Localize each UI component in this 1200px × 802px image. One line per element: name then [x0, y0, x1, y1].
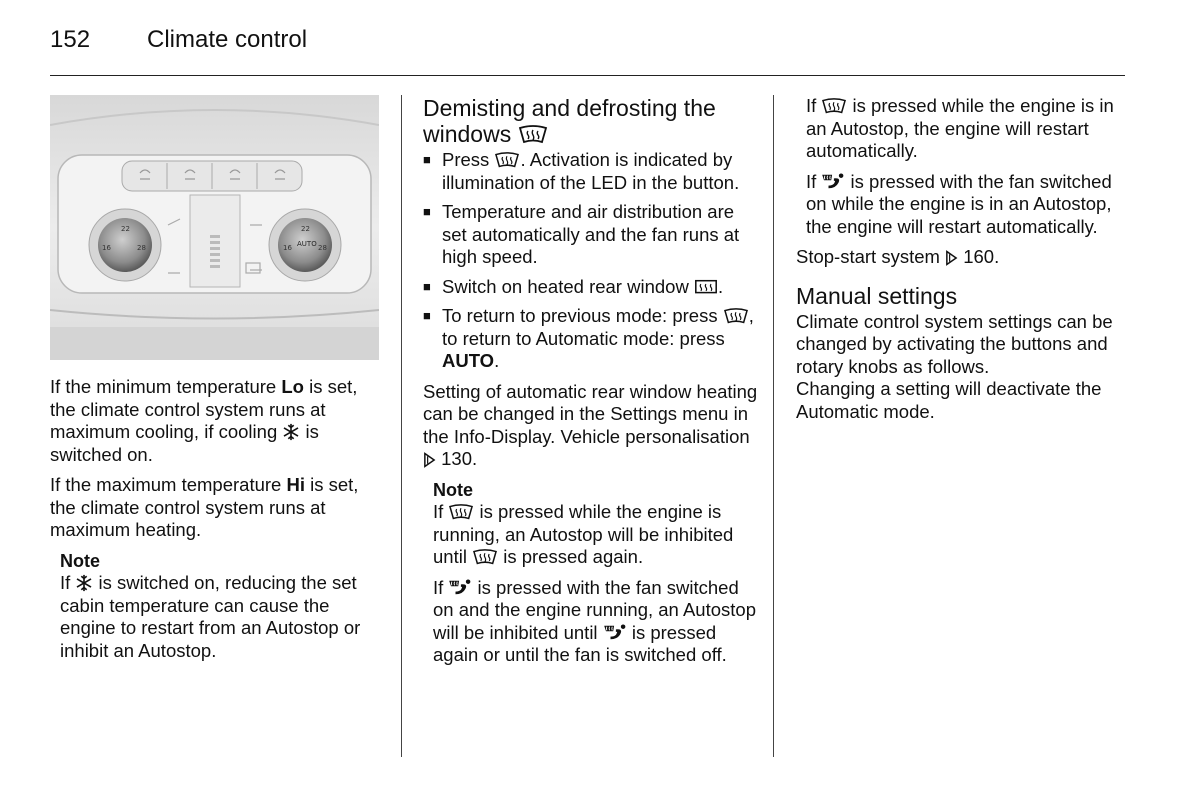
section-heading-manual-settings: Manual settings	[796, 282, 958, 309]
climate-control-panel-figure	[50, 95, 379, 360]
lo-label: Lo	[281, 376, 304, 397]
column-2	[423, 95, 758, 675]
windscreen-defrost-icon	[472, 549, 498, 566]
page-number: 152	[50, 26, 91, 53]
text: Press	[442, 149, 495, 170]
knob-left-high-label: 28	[137, 244, 146, 252]
page-reference-icon	[423, 452, 436, 468]
text: If	[60, 572, 76, 593]
auto-label: AUTO	[442, 350, 495, 371]
section-heading-demisting	[423, 95, 758, 147]
windscreen-defrost-icon	[518, 125, 548, 145]
note-text	[60, 572, 380, 662]
text: .	[472, 448, 478, 469]
text: , to return to Automatic mode: press	[442, 305, 754, 349]
windscreen-airflow-icon	[448, 579, 472, 597]
paragraph-manual-intro: Climate control system settings can be changed by activating the buttons and rotary knobs as follows.	[796, 310, 1113, 377]
knob-right-mid-label: 22	[301, 225, 310, 233]
knob-left-mid-label: 22	[121, 225, 130, 233]
text: If	[806, 170, 822, 192]
note-text	[433, 577, 758, 667]
text: If the minimum temperature	[50, 376, 282, 397]
column-1	[50, 95, 380, 670]
cooling-snowflake-icon	[75, 574, 93, 592]
text: is pressed with the fan switched on and the engine running, an Autostop will be inhibited until	[433, 576, 756, 643]
page-header	[50, 26, 1125, 74]
windscreen-defrost-icon	[723, 308, 749, 325]
note-block	[60, 550, 380, 663]
text: .	[494, 350, 500, 371]
section-title: Climate control	[147, 26, 308, 53]
note-heading: Note	[60, 550, 100, 571]
text: If the maximum temperature	[50, 474, 287, 495]
list-item	[423, 201, 758, 269]
text: is pressed with the fan switched on while the engine is in an Autostop, the engine will restart automatically.	[806, 170, 1112, 237]
page-reference: 160	[963, 246, 995, 267]
text: If	[433, 576, 449, 598]
paragraph-fan-restart	[806, 171, 1131, 239]
knob-right-high-label: 28	[318, 244, 327, 252]
knob-right-low-label: 16	[283, 244, 292, 252]
list-item	[423, 305, 758, 373]
text: is pressed while the engine is in an Autostop, the engine will restart automatically.	[806, 95, 1114, 161]
bullet-list	[423, 149, 758, 373]
windscreen-airflow-icon	[821, 173, 845, 191]
windscreen-defrost-icon	[448, 504, 474, 521]
page-reference: 130	[441, 448, 473, 469]
note-heading: Note	[433, 479, 473, 500]
text: Temperature and air distribution are set automatically and the fan runs at high speed.	[442, 201, 740, 267]
paragraph-autostop-restart	[806, 95, 1131, 163]
paragraph-stop-start	[796, 246, 1131, 269]
windscreen-airflow-icon	[603, 624, 627, 642]
text: is pressed again or until the fan is switched off.	[433, 621, 727, 665]
note-continuation	[806, 95, 1131, 238]
text: is switched on, reducing the set cabin temperature can cause the engine to restart from an Autostop or inhibit an Autostop.	[60, 572, 361, 661]
paragraph-rear-window-setting	[423, 381, 758, 471]
column-3	[796, 95, 1131, 431]
heading-text: Demisting and defrosting the windows	[423, 95, 716, 147]
note-block	[433, 479, 758, 667]
text: is pressed again.	[498, 546, 644, 567]
windscreen-defrost-icon	[494, 152, 520, 169]
header-divider	[50, 75, 1125, 76]
list-item	[423, 149, 758, 194]
knob-left-low-label: 16	[102, 244, 111, 252]
rear-window-heating-icon	[694, 279, 718, 296]
text: To return to previous mode: press	[442, 305, 723, 326]
windscreen-defrost-icon	[821, 98, 847, 115]
page-reference-icon	[945, 250, 958, 266]
hi-label: Hi	[286, 474, 305, 495]
paragraph-hi	[50, 474, 380, 542]
column-divider-1	[401, 95, 402, 757]
auto-button-label: AUTO	[297, 240, 317, 248]
text: If	[433, 501, 449, 522]
column-divider-2	[773, 95, 774, 757]
paragraph-lo	[50, 376, 380, 466]
text: Stop-start system	[796, 246, 946, 267]
text: is pressed while the engine is running, an Autostop will be inhibited until	[433, 501, 734, 567]
text: Switch on heated rear window	[442, 275, 694, 297]
cooling-snowflake-icon	[282, 423, 300, 441]
text: Setting of automatic rear window heating can be changed in the Settings menu in the Info-Display. Vehicle personalisation	[423, 380, 758, 447]
text: is set, the climate control system runs at maximum cooling, if cooling	[50, 376, 358, 442]
note-text	[433, 501, 758, 569]
text: is switched on.	[50, 421, 319, 465]
text: . Activation is indicated by illumination of the LED in the button.	[442, 149, 740, 193]
text: .	[717, 275, 724, 297]
paragraph-deactivate-auto: Changing a setting will deactivate the Automatic mode.	[796, 378, 1102, 422]
list-item	[423, 276, 758, 299]
text: If	[806, 95, 822, 116]
text: .	[994, 246, 1000, 267]
text: is set, the climate control system runs at maximum heating.	[50, 474, 359, 540]
